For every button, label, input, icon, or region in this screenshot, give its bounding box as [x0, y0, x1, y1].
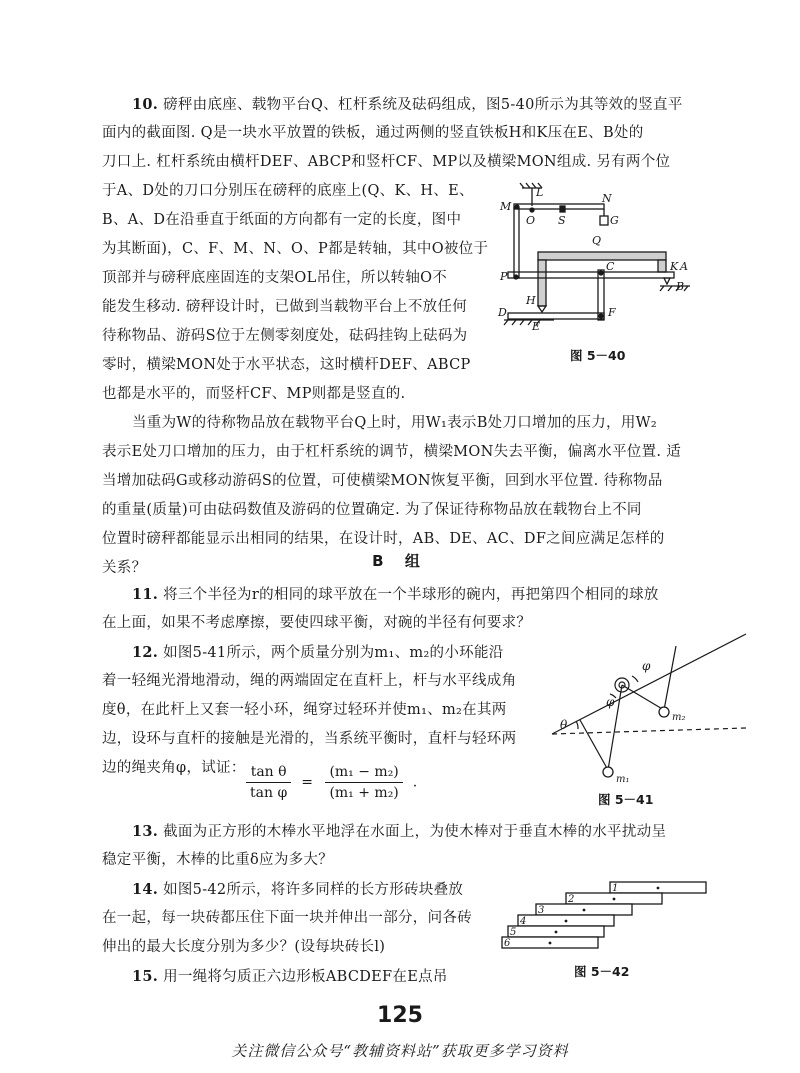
fig40-label-Q: Q [592, 234, 602, 247]
p11-line-2: 在上面，如果不考虑摩擦，要使四球平衡，对碗的半径有何要求？ [102, 615, 532, 631]
formula-lhs [246, 762, 291, 803]
figure-5-41-caption: 图 5－41 [598, 792, 654, 807]
fig40-label-D: D [498, 306, 507, 319]
fig40-label-N: N [602, 192, 612, 205]
p10-line-10: 零时，横梁MON处于水平状态，这时横杆DEF、ABCP [102, 357, 471, 373]
p13-line-1: 13. 截面为正方形的木棒水平地浮在水面上，为使木棒对于垂直木棒的水平扰动呈 [132, 823, 667, 840]
p12-number: 12. [132, 644, 159, 661]
p10-line-4: 于A、D处的刀口分别压在磅秤的底座上(Q、K、H、E、 [102, 183, 474, 199]
p14-line-3: 伸出的最大长度分别为多少？(设每块砖长l) [102, 939, 386, 955]
p10-line-12: 当重为W的待称物品放在载物平台Q上时，用W₁表示B处刀口增加的压力，用W₂ [132, 415, 657, 431]
p10-line-9: 待称物品、游码S位于左侧零刻度处，砝码挂钩上砝码为 [102, 328, 468, 344]
p10-number: 10. [132, 96, 159, 113]
p10-line-17: 关系？ [102, 560, 147, 576]
p10-line-14: 当增加砝码G或移动游码S的位置，可使横梁MON恢复平衡，回到水平位置. 待称物品 [102, 473, 663, 489]
figure-5-42 [496, 880, 716, 960]
formula-lhs-num: tan θ [246, 762, 291, 783]
p15-number: 15. [132, 968, 159, 985]
p11-line-1: 11. 将三个半径为r的相同的球平放在一个半球形的碗内，再把第四个相同的球放 [132, 586, 659, 603]
p10-line-13: 表示E处刀口增加的压力，由于杠杆系统的调节，横梁MON失去平衡，偏离水平位置. 适 [102, 444, 682, 460]
fig42-brick-5: 5 [510, 927, 517, 938]
formula-lhs-den: tan φ [250, 785, 288, 801]
p15-line-1: 15. 用一绳将匀质正六边形板ABCDEF在E点吊 [132, 968, 448, 985]
p10-line-6: 为其断面)，C、F、M、N、O、P都是转轴，其中O被位于 [102, 241, 489, 257]
fig40-label-F: F [608, 306, 616, 319]
fig40-label-H: H [526, 294, 536, 307]
figure-5-42-caption: 图 5－42 [574, 964, 630, 979]
fig42-brick-2: 2 [568, 894, 575, 905]
fig40-label-L: L [536, 186, 544, 199]
p10-line-1: 10. 磅秤由底座、载物平台Q、杠杆系统及砝码组成，图5-40所示为其等效的竖直平 [132, 96, 683, 113]
fig41-phi-right: φ [642, 659, 651, 673]
p12-line-3: 度θ，在此杆上又套一轻小环，绳穿过轻环并使m₁、m₂在其两 [102, 702, 507, 718]
fig40-label-E: E [532, 320, 541, 333]
fig42-brick-6: 6 [504, 938, 511, 949]
p14-line-2: 在一起，每一块砖都压住下面一块并伸出一部分，问各砖 [102, 910, 472, 926]
fig40-label-S: S [558, 214, 566, 227]
p10-line-16: 位置时磅秤都能显示出相同的结果，在设计时，AB、DE、AC、DF之间应满足怎样的 [102, 531, 665, 547]
page-number: 125 [377, 1003, 423, 1028]
p13-number: 13. [132, 823, 159, 840]
p10-line-5: B、A、D在沿垂直于纸面的方向都有一定的长度，图中 [102, 212, 462, 228]
fig40-label-P: P [500, 270, 508, 283]
p10-line-3: 刀口上. 杠杆系统由横杆DEF、ABCP和竖杆CF、MP以及横梁MON组成. 另有两个位 [102, 154, 671, 170]
fig40-label-M: M [500, 200, 512, 213]
formula-rhs-den: (m₁ + m₂) [329, 785, 399, 801]
formula-rhs [325, 762, 402, 803]
fig41-phi-left: φ [606, 695, 615, 709]
p14-number: 14. [132, 881, 159, 898]
fig40-label-O: O [526, 214, 536, 227]
p14-line-1: 14. 如图5-42所示，将许多同样的长方形砖块叠放 [132, 881, 464, 898]
fig40-label-C: C [606, 260, 615, 273]
fig41-m1: m₁ [616, 774, 630, 785]
fig42-brick-4: 4 [520, 916, 527, 927]
p11-number: 11. [132, 586, 159, 603]
fig41-theta: θ [560, 718, 568, 732]
p10-line-2: 面内的截面图. Q是一块水平放置的铁板，通过两侧的竖直铁板H和K压在E、B处的 [102, 125, 644, 141]
fig40-label-K: K [670, 260, 679, 273]
figure-5-40-caption: 图 5－40 [570, 348, 626, 363]
p13-line-2: 稳定平衡，木棒的比重δ应为多大？ [102, 852, 334, 868]
p10-line-15: 的重量(质量)可由砝码数值及游码的位置确定. 为了保证待称物品放在载物台上不同 [102, 502, 642, 518]
fig40-label-G: G [610, 214, 619, 227]
formula-eq: = [301, 774, 313, 791]
p10-line-11: 也都是水平的，而竖杆CF、MP则都是竖直的. [102, 386, 406, 402]
formula-rhs-num: (m₁ − m₂) [325, 762, 402, 783]
fig42-brick-1: 1 [612, 883, 619, 894]
p12-line-4: 边，设环与直杆的接触是光滑的，当系统平衡时，直杆与轻环两 [102, 731, 517, 747]
figure-5-41 [546, 628, 756, 788]
fig40-label-A: A [680, 260, 688, 273]
p10-line-8: 能发生移动. 磅秤设计时，已做到当载物平台上不放任何 [102, 299, 468, 315]
p12-line-5: 边的绳夹角φ，试证： [102, 760, 246, 776]
fig41-m2: m₂ [672, 712, 686, 723]
formula [246, 762, 417, 803]
fig42-brick-3: 3 [538, 905, 545, 916]
p12-line-1: 12. 如图5-41所示，两个质量分别为m₁、m₂的小环能沿 [132, 644, 504, 661]
p10-line-7: 顶部并与磅秤底座固连的支架OL吊住，所以转轴O不 [102, 270, 448, 286]
p12-line-2: 着一轻绳光滑地滑动，绳的两端固定在直杆上，杆与水平线成角 [102, 673, 517, 689]
section-title: B 组 [372, 552, 428, 570]
fig40-label-B: B [676, 280, 685, 293]
figure-5-40 [494, 180, 714, 360]
footer-note: 关注微信公众号“教辅资料站”获取更多学习资料 [231, 1042, 569, 1060]
formula-end: . [412, 774, 418, 791]
